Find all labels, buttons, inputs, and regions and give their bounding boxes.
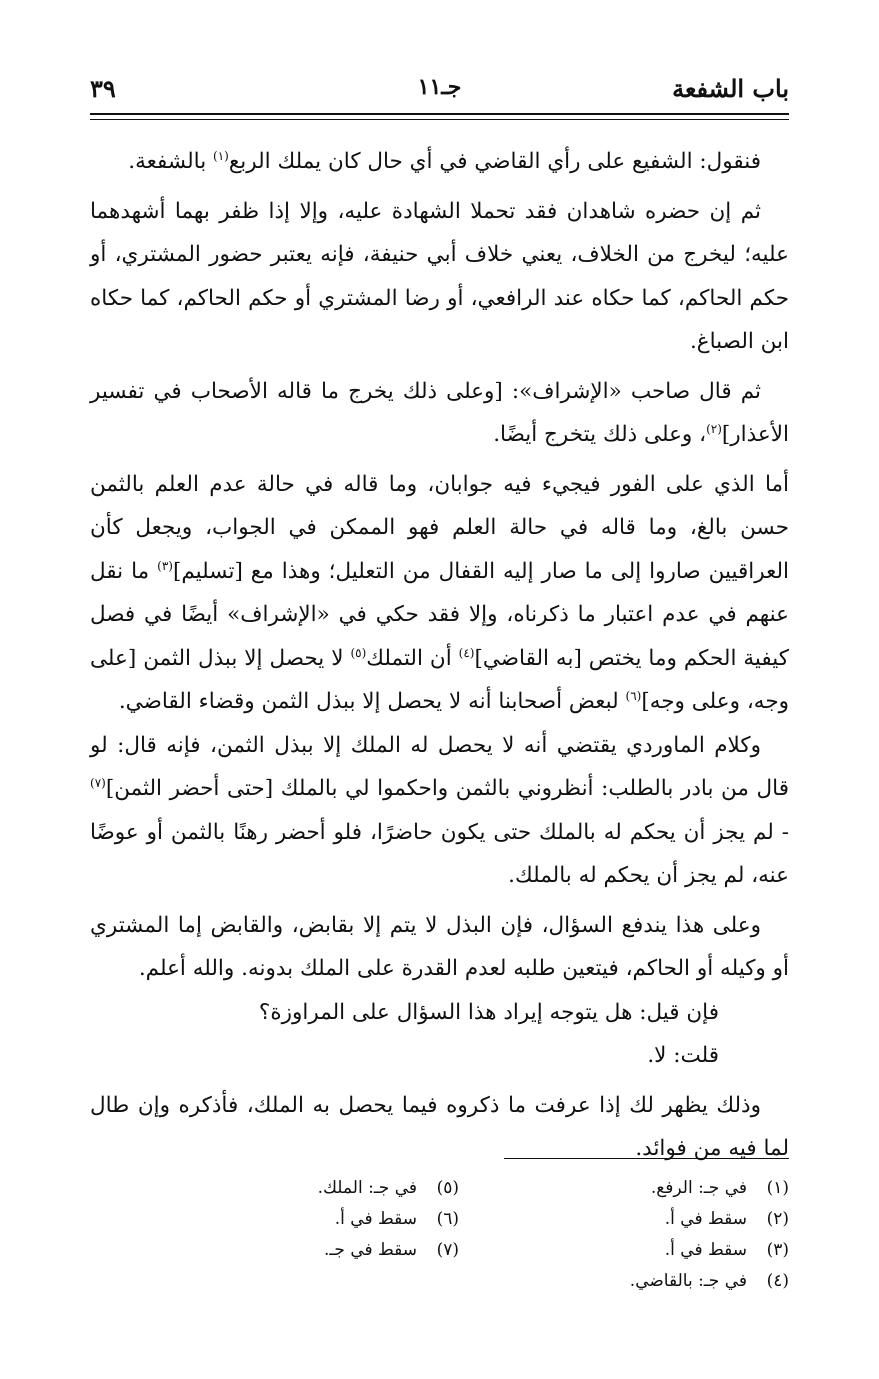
footnote-column-left (119, 1173, 459, 1266)
header-rule-thin (90, 119, 789, 120)
footnote-2: (٢)سقط في أ. (664, 1209, 789, 1229)
paragraph-4: أما الذي على الفور فيجيء فيه جوابان، وما قاله في حالة عدم العلم بالثمن حسن بالغ، وما قاله في حالة العلم فهو الممكن في الجواب، ويجعل كأن العراقيين صاروا إلى ما صار إليه القفال من التعليل؛ وهذا مع [تسليم]$^{(٣)}$ ما نقل عنهم في عدم اعتبار ما ذكرناه، وإلا فقد حكي في «الإشراف» أيضًا في فصل كيفية الحكم وما يختص [به القاضي]$^{(٤)}$ أن التملك$^{(٥)}$ لا يحصل إلا ببذل الثمن [على وجه، وعلى وجه]$^{(٦)}$ لبعض أصحابنا أنه لا يحصل إلا ببذل الثمن وقضاء القاضي. (90, 471, 789, 714)
paragraph-6: وعلى هذا يندفع السؤال، فإن البذل لا يتم إلا بقابض، والقابض إما المشتري أو وكيله أو الحاكم، فيتعين طلبه لعدم القدرة على الملك بدونه. والله أعلم. (90, 912, 789, 981)
footnote-6: (٦)سقط في أ. (334, 1209, 459, 1229)
paragraph-2: ثم إن حضره شاهدان فقد تحملا الشهادة عليه، وإلا إذا ظفر بهما أشهدهما عليه؛ ليخرج من الخلاف، يعني خلاف أبي حنيفة، فإنه يعتبر حضور المشتري، أو حكم الحاكم، كما حكاه عند الرافعي، أو رضا المشتري أو حكم الحاكم، كما حكاه ابن الصباغ. (90, 198, 789, 354)
footnote-ref: (٥) (350, 645, 367, 660)
footnote-ref: (٦) (625, 688, 642, 703)
footnote-3: (٣)سقط في أ. (664, 1240, 789, 1260)
running-header (90, 74, 789, 114)
paragraph-5: وكلام الماوردي يقتضي أنه لا يحصل له الملك إلا ببذل الثمن، فإنه قال: لو قال من بادر بالطلب: أنظروني بالثمن واحكموا لي بالملك [حتى أحضر الثمن]$^{(٧)}$ - لم يجز أن يحكم له بالملك حتى يكون حاضرًا، فلو أحضر رهنًا بالثمن أو عوضًا عنه، لم يجز أن يحكم له بالملك. (90, 732, 789, 888)
footnote-ref: (٢) (706, 421, 722, 436)
volume-label: جـ١١ (417, 74, 462, 100)
header-rule-thick (90, 113, 789, 115)
page-number: ٣٩ (90, 74, 116, 103)
paragraph-1: فنقول: الشفيع على رأي القاضي في أي حال كان يملك الربع$^{(١)}$ بالشفعة. (128, 148, 761, 174)
paragraph-8: قلت: لا. (647, 1043, 719, 1068)
chapter-title: باب الشفعة (672, 74, 789, 103)
footnote-ref: (٣) (157, 558, 173, 573)
footnote-ref: (٤) (458, 645, 475, 660)
paragraph-3: ثم قال صاحب «الإشراف»: [وعلى ذلك يخرج ما قاله الأصحاب في تفسير الأعذار]$^{(٢)}$، وعلى ذلك يتخرج أيضًا. (90, 378, 789, 447)
footnote-column-right (449, 1173, 789, 1297)
footnote-4: (٤)في جـ: بالقاضي. (629, 1271, 789, 1291)
paragraph-7: فإن قيل: هل يتوجه إيراد هذا السؤال على المراوزة؟ (258, 999, 719, 1025)
footnote-ref: (١) (213, 148, 229, 163)
footnote-5: (٥)في جـ: الملك. (317, 1178, 459, 1198)
footnote-7: (٧)سقط في جـ. (324, 1240, 459, 1260)
paragraph-9: وذلك يظهر لك إذا عرفت ما ذكروه فيما يحصل به الملك، فأذكره وإن طال لما فيه من فوائد. (90, 1092, 789, 1161)
footnote-ref: (٧) (90, 775, 106, 790)
footnote-1: (١)في جـ: الرفع. (650, 1178, 789, 1198)
main-text (90, 140, 789, 1171)
footnote-separator (504, 1158, 789, 1159)
